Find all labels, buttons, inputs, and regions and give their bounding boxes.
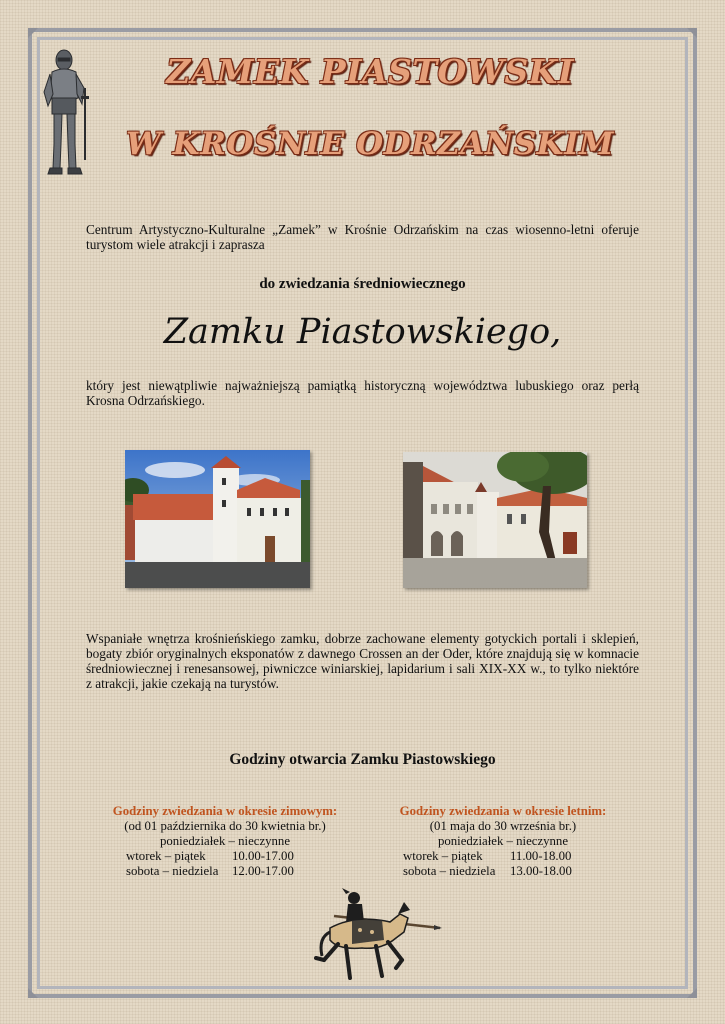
winter-hours [100,804,350,879]
visit-subheading: do zwiedzania średniowiecznego [259,276,466,292]
castle-courtyard-photo [403,452,587,588]
attractions-paragraph: Wspaniałe wnętrza krośnieńskiego zamku, dobrze zachowane elementy gotyckich portali i sklepień, bogaty zbiór oryginalnych eksponatów z dawnego Crossen an der Oder, które znajdują się w komnacie średniowiecznej i renesansowej, piwniczce winiarskiej, lapidarium i sali XIX-XX w., to tylko niektóre z atrakcji, jakie czekają na turystów. [86,631,639,691]
castle-exterior-photo [125,450,310,588]
winter-hours-heading: Godziny zwiedzania w okresie zimowym: [112,804,338,818]
description-paragraph: który jest niewątpliwie najważniejszą pamiątką historyczną województwa lubuskiego oraz perłą Krosna Odrzańskiego. [86,378,639,408]
hours-day: wtorek – piątek [126,849,206,863]
page-title-line1: ZAMEK PIASTOWSKI [166,52,574,91]
corner-ornament [28,988,38,998]
knight-illustration [40,48,92,180]
hours-time: 10.00-17.00 [232,849,294,863]
intro-paragraph: Centrum Artystyczno-Kulturalne „Zamek” w Krośnie Odrzańskim na czas wiosenno-letni oferuje turystom wiele atrakcji i zaprasza [86,222,639,252]
hours-time: 13.00-18.00 [510,864,572,878]
opening-hours-title: Godziny otwarcia Zamku Piastowskiego [229,751,496,768]
hours-day: sobota – niedziela [126,864,219,878]
winter-period: (od 01 października do 30 kwietnia br.) [124,819,326,833]
winter-closed-day: poniedziałek – nieczynne [159,834,291,848]
castle-name-heading: Zamku Piastowskiego, [163,312,562,352]
summer-period: (01 maja do 30 września br.) [429,819,577,833]
corner-ornament [687,988,697,998]
page-title-line2: W KROŚNIE ODRZAŃSKIM [126,126,614,162]
hours-day: sobota – niedziela [403,864,496,878]
hours-day: wtorek – piątek [403,849,483,863]
corner-ornament [28,28,38,38]
summer-hours-heading: Godziny zwiedzania w okresie letnim: [399,804,607,818]
summer-hours [378,804,628,879]
mounted-knight-illustration [312,888,442,984]
hours-row [378,864,628,879]
hours-time: 12.00-17.00 [232,864,294,878]
hours-row [100,864,350,879]
summer-closed-day: poniedziałek – nieczynne [437,834,569,848]
hours-row [378,849,628,864]
hours-row [100,849,350,864]
hours-time: 11.00-18.00 [510,849,572,863]
corner-ornament [687,28,697,38]
